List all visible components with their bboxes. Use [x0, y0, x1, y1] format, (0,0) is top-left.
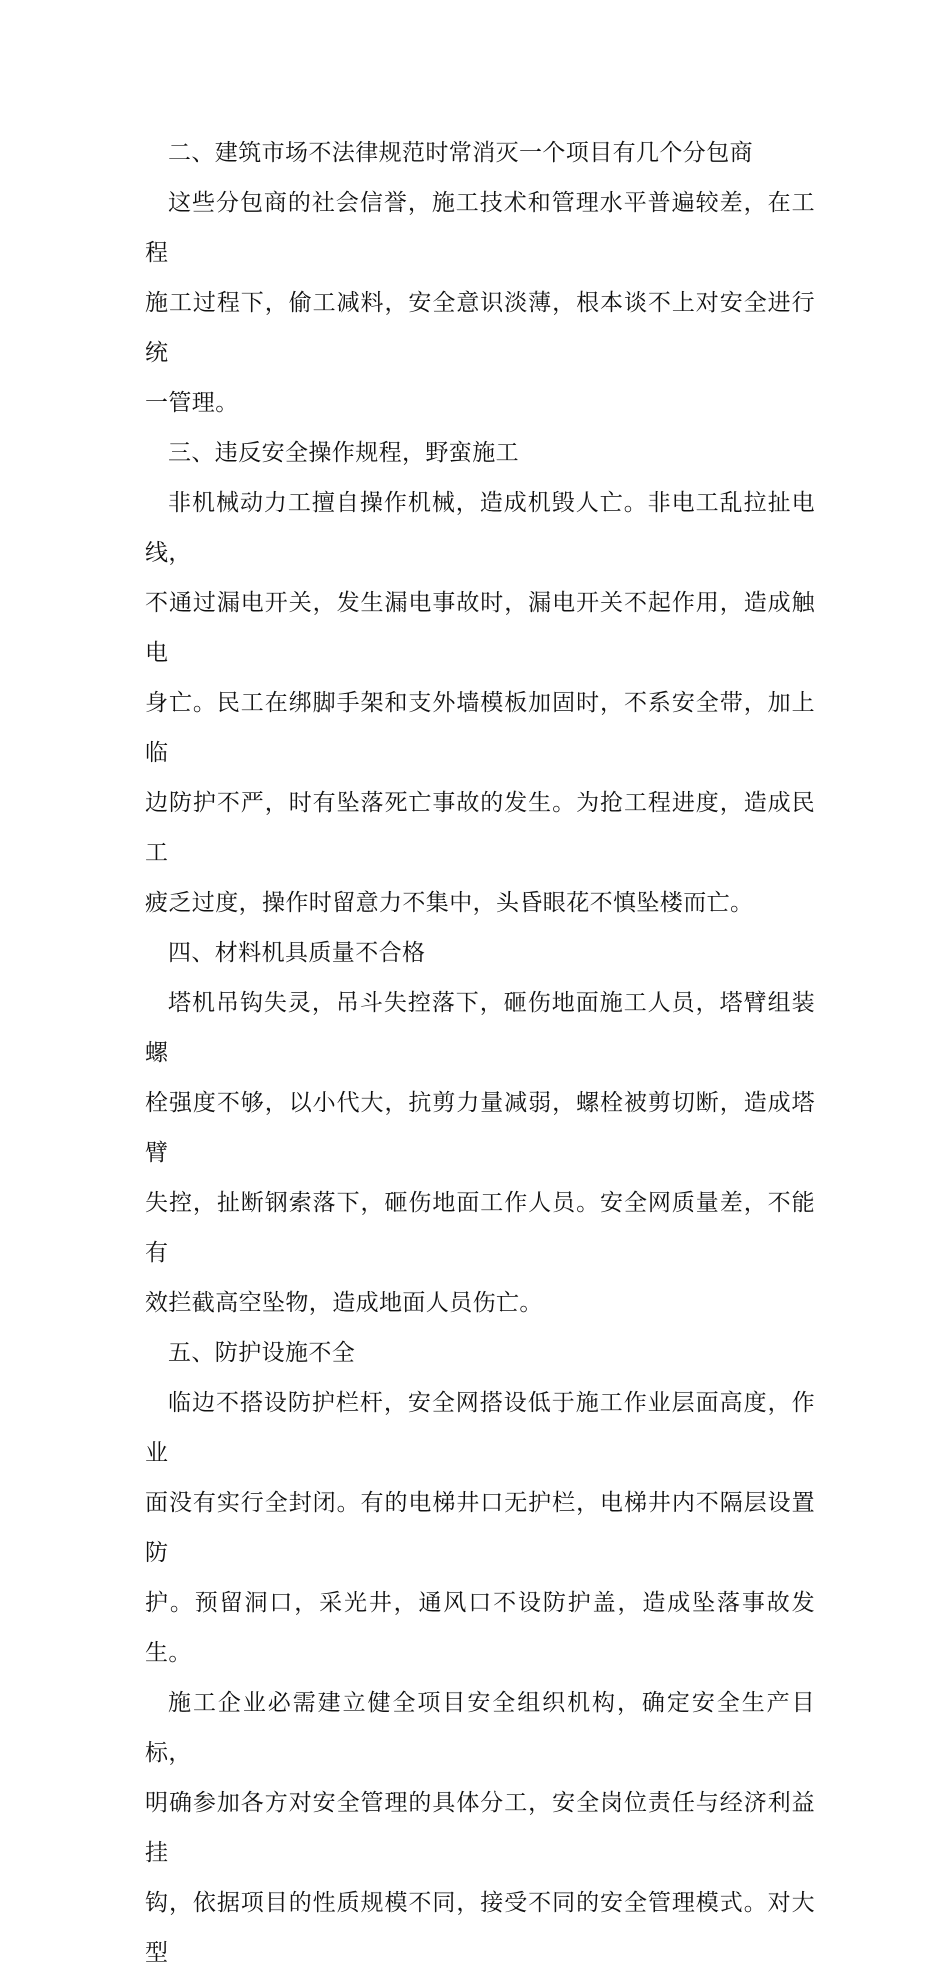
body-paragraph [145, 478, 815, 928]
text-line: 身亡。民工在绑脚手架和支外墙模板加固时，不系安全带，加上临 [145, 690, 815, 766]
text-line: 栓强度不够，以小代大，抗剪力量减弱，螺栓被剪切断，造成塔臂 [145, 1090, 815, 1166]
text-line: 施工企业必需建立健全项目安全组织机构，确定安全生产目标， [145, 1690, 815, 1766]
text-line: 钩，依据项目的性质规模不同，接受不同的安全管理模式。对大型 [145, 1890, 815, 1966]
text-line: 边防护不严，时有坠落死亡事故的发生。为抢工程进度，造成民工 [145, 790, 815, 866]
section-heading-4: 四、材料机具质量不合格 [168, 940, 426, 966]
text-line: 疲乏过度，操作时留意力不集中，头昏眼花不慎坠楼而亡。 [145, 890, 754, 916]
text-line: 效拦截高空坠物，造成地面人员伤亡。 [145, 1290, 543, 1316]
text-line: 不通过漏电开关，发生漏电事故时，漏电开关不起作用，造成触电 [145, 590, 815, 666]
text-line: 明确参加各方对安全管理的具体分工，安全岗位责任与经济利益挂 [145, 1790, 815, 1866]
text-line: 这些分包商的社会信誉，施工技术和管理水平普遍较差，在工程 [145, 190, 815, 266]
section-heading-3: 三、违反安全操作规程，野蛮施工 [168, 440, 519, 466]
body-paragraph [145, 978, 815, 1328]
text-line: 非机械动力工擅自操作机械，造成机毁人亡。非电工乱拉扯电线， [145, 490, 815, 566]
text-line: 临边不搭设防护栏杆，安全网搭设低于施工作业层面高度，作业 [145, 1390, 815, 1466]
text-line: 一管理。 [145, 390, 239, 416]
text-line: 施工过程下，偷工减料，安全意识淡薄，根本谈不上对安全进行统 [145, 290, 815, 366]
text-line: 护。预留洞口，采光井，通风口不设防护盖，造成坠落事故发生。 [145, 1590, 815, 1666]
text-line: 失控，扯断钢索落下，砸伤地面工作人员。安全网质量差，不能有 [145, 1190, 815, 1266]
text-line: 塔机吊钩失灵，吊斗失控落下，砸伤地面施工人员，塔臂组装螺 [145, 990, 815, 1066]
section-heading-2: 二、建筑市场不法律规范时常消灭一个项目有几个分包商 [168, 140, 753, 166]
document-body [145, 128, 815, 1978]
section-heading-5: 五、防护设施不全 [168, 1340, 356, 1366]
text-line: 面没有实行全封闭。有的电梯井口无护栏，电梯井内不隔层设置防 [145, 1490, 815, 1566]
body-paragraph [145, 1678, 815, 1978]
body-paragraph [145, 1378, 815, 1678]
body-paragraph [145, 178, 815, 428]
